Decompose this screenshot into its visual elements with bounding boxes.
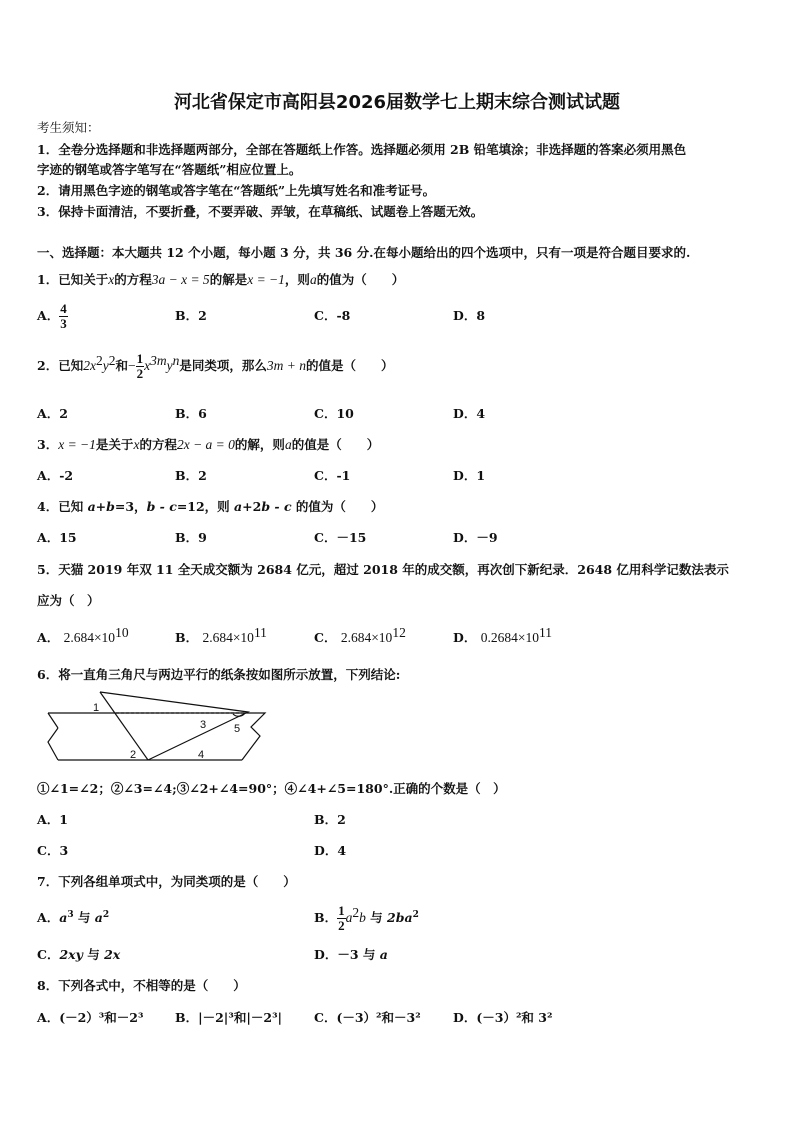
angle-label-4: 4 — [198, 749, 205, 761]
triangle-ruler — [100, 692, 248, 760]
question-4-option-d: D．－9 — [453, 530, 498, 545]
question-5-option-d: D． $0.2684\times 10^{11}$ — [453, 624, 552, 645]
question-2-option-d: D．4 — [453, 406, 486, 421]
question-1-option-a: A． $\frac{4}{3}$ — [37, 301, 67, 331]
question-6-option-a: A．1 — [37, 812, 68, 827]
question-7-option-a: A．$a^3$ 与 $a^2$ — [37, 909, 110, 925]
triangle-hypotenuse — [100, 692, 148, 760]
question-5-option-b: B． $2.684\times 10^{11}$ — [175, 624, 267, 645]
notice-line-2: 2．请用黑色字迹的钢笔或答字笔在“答题纸”上先填写姓名和准考证号。 — [37, 183, 436, 198]
strip-left-zigzag — [48, 728, 58, 760]
question-6-option-c: C．3 — [37, 843, 69, 858]
question-7-option-d: D．－3 与 a — [314, 947, 388, 962]
angle-label-2: 2 — [130, 749, 137, 761]
question-4-stem: 4．已知 a+b=3，b - c=12，则 a+2b - c 的值为（ ） — [37, 499, 384, 514]
angle-label-1: 1 — [93, 702, 100, 714]
question-7-option-b: B． $\frac{1}{2}$ $a^2b$ 与 $2ba^2$ — [314, 903, 419, 933]
strip-left-top — [48, 713, 58, 728]
question-3-option-a: A．-2 — [37, 468, 74, 483]
question-1-option-b: B．2 — [175, 308, 207, 323]
question-2-option-b: B．6 — [175, 406, 207, 421]
question-3-option-c: C．-1 — [314, 468, 351, 483]
angle-label-3: 3 — [200, 719, 207, 731]
question-8-stem: 8．下列各式中，不相等的是（ ） — [37, 978, 246, 993]
question-1-option-d: D．8 — [453, 308, 486, 323]
question-7-stem: 7．下列各组单项式中，为同类项的是（ ） — [37, 874, 296, 889]
page-title: 河北省保定市高阳县2026届数学七上期末综合测试试题 — [173, 92, 621, 113]
question-6-stem: 6．将一直角三角尺与两边平行的纸条按如图所示放置，下列结论: — [37, 667, 401, 682]
question-3-stem: 3．x = −1是关于x的方程2x − a = 0的解，则a的值是（ ） — [37, 437, 380, 452]
question-8-option-d: D．(－3）²和 3² — [453, 1010, 553, 1025]
angle-label-5: 5 — [234, 723, 241, 735]
question-8-option-c: C．(－3）²和－3² — [314, 1010, 421, 1025]
question-7-option-c: C．2xy 与 2x — [37, 947, 121, 962]
question-2-option-c: C．10 — [314, 406, 354, 421]
question-5-stem-line-1: 5．天猫 2019 年双 11 全天成交额为 2684 亿元，超过 2018 年的成交额，再次创下新纪录．2648 亿用科学记数法表示 — [37, 562, 729, 577]
question-5-option-a: A． $2.684\times 10^{10}$ — [37, 624, 129, 645]
question-5-option-c: C． $2.684\times 10^{12}$ — [314, 624, 406, 645]
question-4-option-c: C．－15 — [314, 530, 367, 545]
section-heading: 一、选择题：本大题共 12 个小题，每小题 3 分，共 36 分.在每小题给出的四个选项中，只有一项是符合题目要求的. — [37, 245, 691, 260]
question-6-option-b: B．2 — [314, 812, 346, 827]
question-6-option-d: D．4 — [314, 843, 347, 858]
triangle-strip-figure — [38, 690, 278, 772]
question-5-stem-line-2: 应为（ ） — [37, 593, 100, 608]
question-4-option-a: A．15 — [37, 530, 77, 545]
notice-line-1b: 字迹的钢笔或答字笔写在“答题纸”相应位置上。 — [37, 162, 302, 177]
question-3-option-d: D．1 — [453, 468, 486, 483]
question-8-option-a: A．(－2）³和－2³ — [37, 1010, 144, 1025]
notice-line-3: 3．保持卡面清洁，不要折叠，不要弄破、弄皱，在草稿纸、试题卷上答题无效。 — [37, 204, 484, 219]
notice-heading: 考生须知： — [37, 120, 100, 135]
question-8-option-b: B．|－2|³和|－2³| — [175, 1010, 283, 1025]
question-2-option-a: A．2 — [37, 406, 68, 421]
question-1-stem: 1．已知关于x的方程3a − x = 5的解是x = −1，则a的值为（ ） — [37, 272, 405, 287]
notice-line-1: 1．全卷分选择题和非选择题两部分，全部在答题纸上作答。选择题必须用 2B 铅笔填涂；非选择题的答案必须用黑色 — [37, 142, 687, 157]
question-6-conclusions: ①∠1=∠2；②∠3=∠4;③∠2+∠4=90°；④∠4+∠5=180°.正确的个数是（ ） — [37, 781, 506, 796]
question-4-option-b: B．9 — [175, 530, 207, 545]
question-3-option-b: B．2 — [175, 468, 207, 483]
question-2-stem: 2．已知$2x^2y^2$和− $\frac{1}{2}$ $x^{3m}y^n$是同类项，那么3m + n的值是（ ） — [37, 351, 394, 381]
question-1-option-c: C．-8 — [314, 308, 351, 323]
